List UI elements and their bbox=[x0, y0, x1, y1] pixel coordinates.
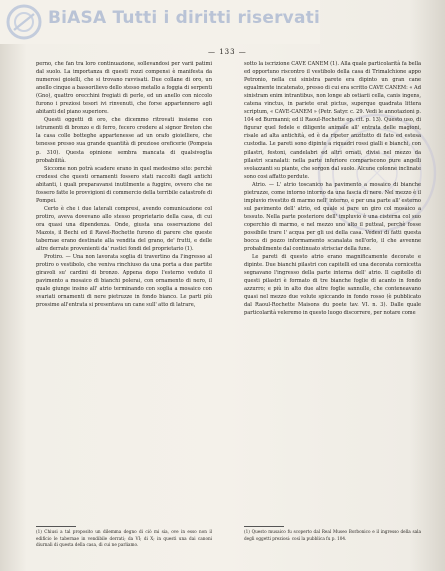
paragraph: Siccome non potrà scadere erano in quel medesimo sito: perchè credessi che questi ornamenti fossero stati raccolti dagli antichi abitanti, i quali preparavansi inutilmente a fuggire, ovvero che ne fossero fatte le provvigioni di commercio della terribile catastrofe di Pompei. bbox=[36, 165, 212, 204]
paragraph: Questi oggetti di oro, che dicemmo ritrovati insieme con istrumenti di bronzo e di ferro, fecero credere al signor Breton che la casa colle botteghe appartenesse ad un orafo gioielliere, che tenesse presso sua grande quantità di preziose oreficerie (Pompeia p. 310). Questa opinione sembra mancata di qualsivoglia probabilità. bbox=[36, 117, 212, 164]
footnote-divider bbox=[244, 526, 284, 527]
left-column bbox=[36, 60, 212, 309]
paragraph: perno, che fan tra loro continuazione, sollevandosi per varii patimi dal suolo. La importanza di questi rozzi compensi è manifesta da numerosi gioielli, che si trovano ravvisati. Due collane di oro, un anello cinque a bassorilievo dello stesso metallo a foggia di serpenti (Gno), quattro orecchini fregiati di perle, ed un anello con niccolo furono i preziosi tesori ivi rinvenuti, che forse appartennero agli abitanti del piano superiore. bbox=[36, 61, 212, 116]
paragraph: Atrio. — L' atrio toscanico ha pavimento a mosaico di bianche pietruzze, come intorno intorno da una fascia di nere. Nel mezzo è il impluvio rivestito di marmo nell' interno, e per una parte all' esterno sul pavimento dell' atrio, ed quale si pare un giro col mosaico a tessuto. Nella parte posteriore dell' impluvio è una cisterna col suo coperchio di marmo, e nel mezzo uno alto il putteal, perchè fosse possibile trare l' acqua per gli usi della casa. Vedesi di fatti questa bocca di pozzo informamento scanalata nell'orlo, il che avvenne probabilmente dal continuato strisciar della fune. bbox=[244, 181, 421, 253]
right-column bbox=[244, 60, 421, 318]
paragraph: Protiro. — Una non lavorata soglia di travertino da l'ingresso al protiro o vestibolo, che veniva rinchiuso da una porta a due partite giravoli su' cardini di bronzo. Appena dopo l'esterno veduto il pavimento a mosaico di bianchi polerai, con ornamento di nero, il quale giunge insino all' atrio terminando con soglia a mosaico con svariati ornamenti di nere pietruzze in fondo bianco. Le parti più prossime all'entrata si presentava un cane sull' atto di latrare, bbox=[36, 254, 212, 309]
library-logo-icon bbox=[6, 4, 42, 40]
paragraph: sotto la iscrizione CAVE CANEM (1). Alla quale particolarità fa bella ed opportuno riscontro il vestibolo della casa di Trimalchione appo Petronio, nella cui sinistra parete era dipinto un gran cane egualmente incatenato, presso di cui era scritto CAVE CANEM: « Ad sinistram enim intrantibus, non longe ab ostiarii cella, canis ingens, catena vinctus, in pariete erat pictus, superque quadrata littera scriptum, « CAVE-CANEM » (Petr. Satyr. c. 29. Vedi le annotazioni p. 104 ed Burmanni; ed il Raoul-Rochette op. cit. p. 13). Questo uso, di figurar quel fedele e diligente animale all' entrata delle magioni, risale ad alta antichità, ed è da ripeter anzitutto di fato ed estesa custodia. Le pareti sono dipinte a riquadri rossi gialli e bianchi, con pilastri, festoni, candelabri ed altri ornati, divisi nel mezzo da pilastri scanalati: nella parte inferiore compariscono pure angelli svolazzanti su piante, che sorgon dal suolo. Alcune colonne inclinate sono cosi affatto perdute. bbox=[244, 61, 421, 180]
watermark-banner bbox=[0, 0, 320, 44]
footnote-divider bbox=[36, 526, 76, 527]
footnote-right: (1) Questo musaico fu scoperto dal Real Museo Borbonico e il ingresso della sala degli oggetti preziosi: così la pubblica fu p. 104. bbox=[244, 529, 421, 541]
page-number: — 133 — bbox=[208, 48, 247, 56]
paragraph: Certo è che i due laterali compresi, avendo comunicazione col protiro, aveva dovevano allo stesso proprietario della casa, di cui ora quasi una dipendenza. Onde, giusta una osservazione del Mazois, il Bechi ed il Ravel-Rochette furono di parere che queste tabernae erano destinate alla vendita del grano, de' frutti, e delle altre derrate provenienti da' rustici fondi del proprietario (1). bbox=[36, 205, 212, 253]
footnote-left: (1) Chiusi a tal proposito un dilemma degno di ciò mi sia, ove in esso non il edificio le tabernae in vendibile derrati; da VI; di X; in questi una dai canoni diurnali di questa della casa, di cui ne parliamo. bbox=[36, 529, 212, 548]
paragraph: Le pareti di questo atrio erano magnificamente decorate e dipinte. Due bianchi pilastri con capitelli ed una decorata cornicetta segnavano l'ingresso della parte interna dell' atrio. Il capitello di questi pilastri è formato di tre bianche foglie di acanto in fondo azzurro; e più in alto due altre foglie sannulle, che conteneavano quasi nel mezzo due volute spiccando in fondo rosso (è pubblicato dal Raoul-Rochette Maisons du poete tav. VI. n. 3). Dalle quale particolarità veleremo in questo luogo discorrere, per notare come bbox=[244, 254, 421, 317]
watermark-text: BiASA Tutti i diritti riservati bbox=[48, 8, 320, 28]
